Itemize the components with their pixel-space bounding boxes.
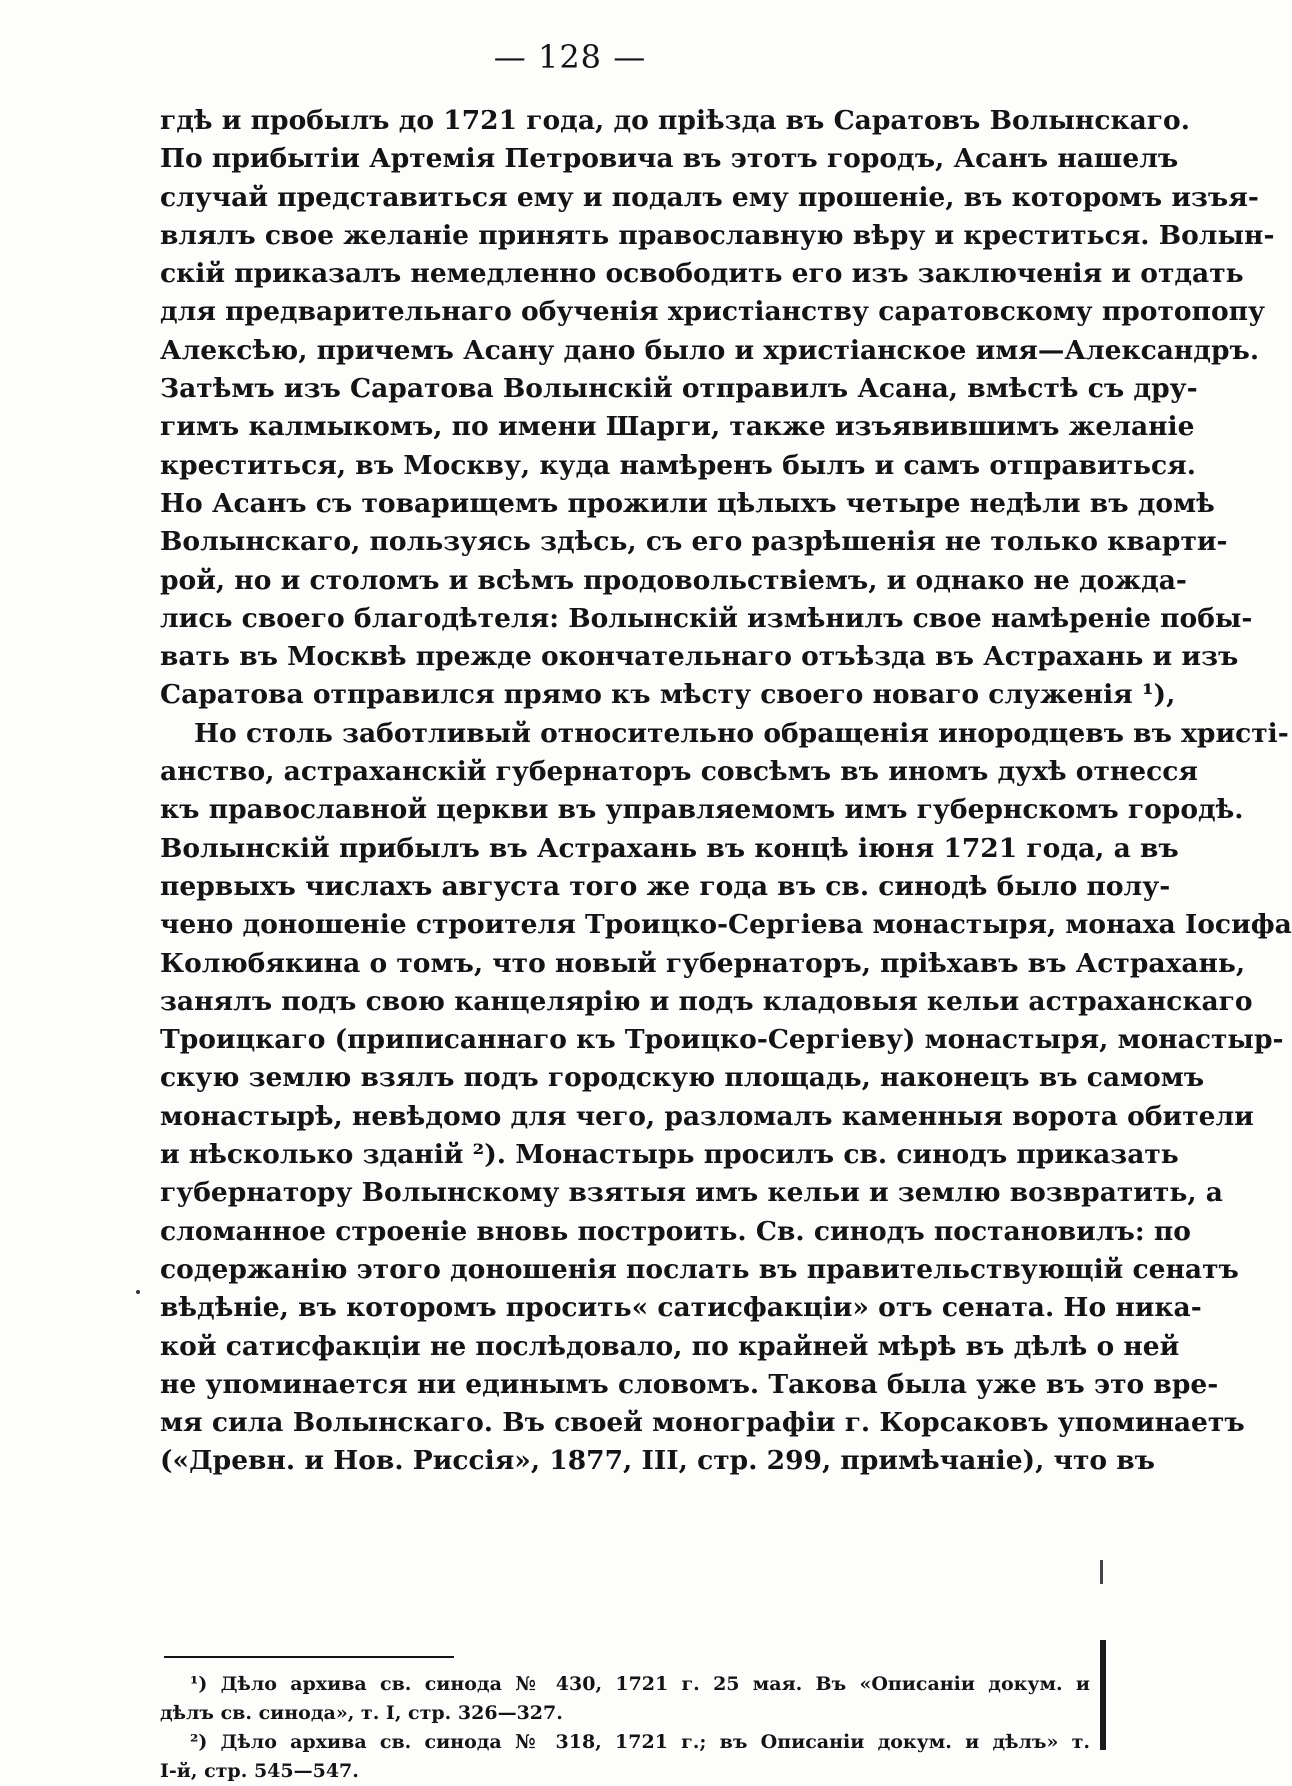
text-line: («Древн. и Нов. Риссія», 1877, III, стр. 299, примѣчаніе), что въ [160, 1445, 1156, 1477]
text-line: монастырѣ, невѣдомо для чего, разломалъ каменныя ворота обители [160, 1100, 1254, 1132]
footnotes [160, 1670, 1090, 1786]
text-line: креститься, въ Москву, куда намѣренъ былъ и самъ отправиться. [160, 449, 1196, 481]
text-line: скую землю взялъ подъ городскую площадь, наконецъ въ самомъ [160, 1062, 1205, 1094]
text-line: скій приказалъ немедленно освободить его изъ заключенія и отдать [160, 258, 1244, 290]
text-line: анство, астраханскій губернаторъ совсѣмъ въ иномъ духѣ отнесся [160, 756, 1199, 788]
text-line: губернатору Волынскому взятыя имъ кельи и землю возвратить, а [160, 1177, 1223, 1209]
text-line: Но Асанъ съ товарищемъ прожили цѣлыхъ четыре недѣли въ домѣ [160, 487, 1215, 519]
text-line: не упоминается ни единымъ словомъ. Такова была уже въ это вре- [160, 1368, 1219, 1400]
text-line: Троицкаго (приписаннаго къ Троицко-Сергіеву) монастыря, монастыр- [160, 1024, 1284, 1056]
text-line: случай представиться ему и подалъ ему прошеніе, въ которомъ изъя- [160, 181, 1259, 213]
footnote-line: ²) Дѣло архива св. синода № 318, 1721 г.; въ Описаніи докум. и дѣлъ» т. [190, 1731, 1090, 1753]
scan-speck [136, 1290, 140, 1294]
text-line: вѣдѣніе, въ которомъ просить« сатисфакціи» отъ сената. Но ника- [160, 1292, 1202, 1324]
text-line: для предварительнаго обученія христіанству саратовскому протопопу [160, 296, 1265, 328]
text-line: гдѣ и пробылъ до 1721 года, до пріѣзда въ Саратовъ Волынскаго. [160, 105, 1190, 136]
footnote-line: I-й, стр. 545—547. [160, 1760, 359, 1782]
text-line: вать въ Москвѣ прежде окончательнаго отъѣзда въ Астрахань и изъ [160, 641, 1239, 673]
text-line: Алексѣю, причемъ Асану дано было и христіанское имя—Александръ. [160, 334, 1260, 366]
page-number: — 128 — [493, 38, 647, 76]
text-line: сломанное строеніе вновь построить. Св. синодъ постановилъ: по [160, 1215, 1191, 1247]
text-line: Колюбякина о томъ, что новый губернаторъ, пріѣхавъ въ Астрахань, [160, 947, 1246, 979]
text-line: Саратова отправился прямо къ мѣсту своего новаго служенія ¹), [160, 679, 1176, 711]
text-line: чено доношеніе строителя Троицко-Сергіева монастыря, монаха Іосифа [160, 909, 1292, 941]
footnote-line: ¹) Дѣло архива св. синода № 430, 1721 г. 25 мая. Въ «Описаніи докум. и [190, 1673, 1090, 1695]
text-line: По прибытіи Артемія Петровича въ этотъ городъ, Асанъ нашелъ [160, 143, 1179, 175]
text-line: Волынскій прибылъ въ Астрахань въ концѣ іюня 1721 года, а въ [160, 832, 1179, 864]
text-line: содержанію этого доношенія послать въ правительствующій сенатъ [160, 1253, 1239, 1285]
text-line: кой сатисфакціи не послѣдовало, по крайней мѣрѣ въ дѣлѣ о ней [160, 1330, 1180, 1362]
text-line: Волынскаго, пользуясь здѣсь, съ его разрѣшенія не только кварти- [160, 526, 1228, 558]
scan-edge-mark [1100, 1560, 1103, 1584]
text-line: первыхъ числахъ августа того же года въ св. синодѣ было полу- [160, 870, 1171, 902]
text-line: занялъ подъ свою канцелярію и подъ кладовыя кельи астраханскаго [160, 985, 1253, 1017]
text-line: гимъ калмыкомъ, по имени Шарги, также изъявившимъ желаніе [160, 411, 1195, 443]
text-line: къ православной церкви въ управляемомъ имъ губернскомъ городѣ. [160, 794, 1244, 826]
scan-edge-mark [1100, 1640, 1106, 1750]
text-line: мя сила Волынскаго. Въ своей монографіи г. Корсаковъ упоминаетъ [160, 1407, 1245, 1439]
text-line: лись своего благодѣтеля: Волынскій измѣнилъ свое намѣреніе побы- [160, 602, 1253, 634]
text-line: рой, но и столомъ и всѣмъ продовольствіемъ, и однако не дожда- [160, 564, 1187, 596]
footnote-divider [164, 1656, 454, 1658]
text-line: Но столь заботливый относительно обращенія инородцевъ въ христі- [194, 717, 1289, 749]
text-line: влялъ свое желаніе принять православную вѣру и креститься. Волын- [160, 219, 1275, 251]
footnote-line: дѣлъ св. синода», т. I, стр. 326—327. [160, 1702, 563, 1724]
text-line: Затѣмъ изъ Саратова Волынскій отправилъ Асана, вмѣстѣ съ дру- [160, 373, 1198, 405]
text-line: и нѣсколько зданій ²). Монастырь просилъ св. синодъ приказать [160, 1139, 1179, 1171]
body-text [160, 102, 1292, 1481]
